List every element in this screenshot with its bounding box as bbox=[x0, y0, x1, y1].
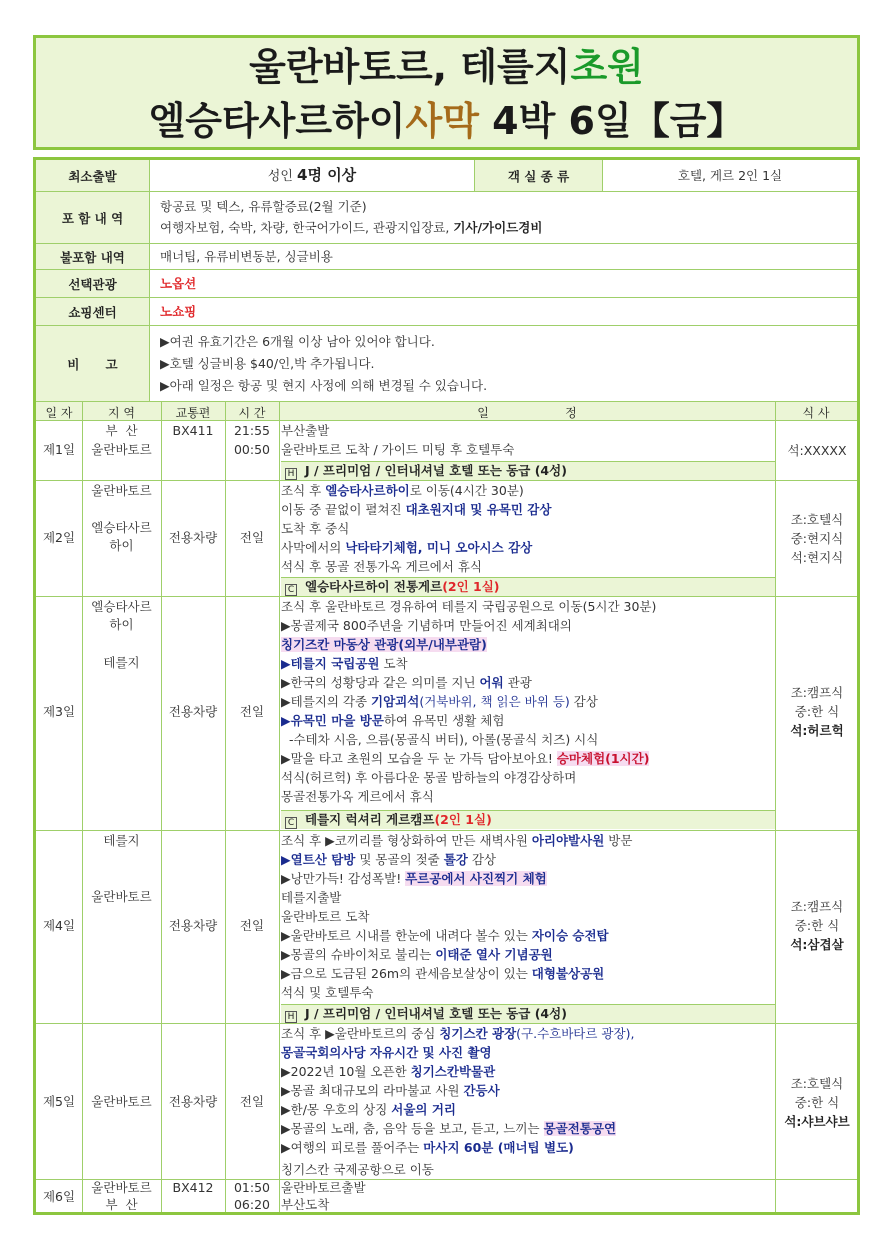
info-row-shopping bbox=[36, 298, 857, 326]
schedule-line bbox=[281, 964, 775, 983]
meal: 석:XXXXX bbox=[787, 443, 847, 458]
included-label: 포 함 내 역 bbox=[36, 192, 150, 243]
title-line1-b: 초원 bbox=[570, 45, 644, 89]
column-divider bbox=[161, 402, 162, 1212]
place-2: 엘승타사르 bbox=[91, 520, 152, 535]
min-departure-label: 최소출발 bbox=[36, 160, 150, 191]
accommodation-text: J / 프리미엄 / 인터내셔널 호텔 또는 동급 (4성) bbox=[305, 1006, 567, 1021]
meal-breakfast: 조:캠프식 bbox=[790, 685, 844, 700]
meal-dinner: 석:현지식 bbox=[790, 550, 844, 565]
included-line2: 여행자보험, 숙박, 차량, 한국어가이드, 관광지입장료, bbox=[160, 220, 454, 235]
accommodation-text: 엘승타사르하이 전통게르 bbox=[305, 579, 443, 594]
schedule-line: 몽골전통가옥 게르에서 휴식 bbox=[281, 789, 434, 804]
title-line2-c: 4박 6일【금】 bbox=[478, 99, 745, 143]
day-label: 제5일 bbox=[42, 1094, 76, 1109]
schedule-text-segment: 조식 후 bbox=[281, 483, 326, 498]
included-line2-bold: 기사/가이드경비 bbox=[453, 220, 543, 235]
accommodation-room: (2인 1실) bbox=[434, 812, 492, 827]
schedule-text-segment: 몽골전통공연 bbox=[543, 1121, 617, 1136]
schedule-line: 부산도착 bbox=[281, 1197, 330, 1212]
transport: 전용차량 bbox=[168, 704, 218, 719]
schedule-text-segment: 엘승타사르하이 bbox=[325, 483, 410, 498]
schedule-line bbox=[281, 500, 775, 519]
schedule-line: 울란바토르 도착 bbox=[281, 909, 370, 924]
time: 전일 bbox=[239, 918, 265, 933]
transport: 전용차량 bbox=[168, 918, 218, 933]
hotel-icon: H bbox=[285, 468, 297, 480]
schedule-line: 석식 및 호텔투숙 bbox=[281, 985, 374, 1000]
schedule-text-segment: ▶테를지 국립공원 bbox=[281, 656, 380, 671]
schedule-table bbox=[36, 402, 857, 1212]
header-meal: 식 사 bbox=[802, 406, 830, 420]
accommodation-room: (2인 1실) bbox=[442, 579, 500, 594]
schedule-line bbox=[281, 635, 775, 654]
place-1: 부 산 bbox=[105, 423, 138, 438]
schedule-text-segment: 대초원지대 및 유목민 감상 bbox=[405, 502, 552, 517]
transport: BX411 bbox=[172, 423, 214, 438]
day-label: 제4일 bbox=[42, 918, 76, 933]
schedule-line bbox=[281, 1138, 775, 1157]
schedule-header bbox=[36, 402, 857, 421]
schedule-line: -수테차 시음, 으름(몽골식 버터), 아롤(몽골식 치즈) 시식 bbox=[281, 732, 599, 747]
schedule-text-segment: ▶몽골의 노래, 춤, 음악 등을 보고, 듣고, 느끼는 bbox=[281, 1121, 544, 1136]
schedule-text-segment: 방문 bbox=[604, 833, 633, 848]
schedule-text-segment: 푸르공에서 사진찍기 체험 bbox=[405, 871, 547, 886]
time: 전일 bbox=[239, 704, 265, 719]
shopping-label: 쇼핑센터 bbox=[36, 298, 150, 325]
meal-dinner: 석:샤브샤브 bbox=[784, 1114, 850, 1129]
info-row-included bbox=[36, 192, 857, 244]
schedule-text-segment: ▶몽골의 슈바이처로 불리는 bbox=[281, 947, 436, 962]
place-1: 울란바토르 bbox=[91, 1180, 152, 1195]
title-line1-a: 울란바토르, 테를지 bbox=[249, 45, 571, 89]
schedule-text-segment: 도착 bbox=[379, 656, 408, 671]
schedule-line bbox=[281, 1081, 775, 1100]
schedule-line bbox=[281, 1119, 775, 1138]
schedule-line bbox=[281, 926, 775, 945]
day-label: 제3일 bbox=[42, 704, 76, 719]
transport: 전용차량 bbox=[168, 1094, 218, 1109]
info-row-optional-tour bbox=[36, 270, 857, 298]
itinerary-table bbox=[33, 157, 860, 1215]
schedule-text-segment: 하여 유목민 생활 체험 bbox=[383, 713, 505, 728]
info-row-remarks bbox=[36, 326, 857, 402]
day-row-4 bbox=[36, 831, 857, 1024]
schedule-line bbox=[281, 1062, 775, 1081]
meal-breakfast: 조:호텔식 bbox=[790, 512, 844, 527]
page-title bbox=[33, 35, 860, 150]
optional-tour-value: 노옵션 bbox=[160, 276, 197, 291]
schedule-line bbox=[281, 711, 775, 730]
schedule-text-segment: 칭기스칸박물관 bbox=[410, 1064, 496, 1079]
schedule-text-segment: 승마체험(1시간) bbox=[556, 751, 650, 766]
schedule-text-segment: 조식 후 ▶울란바토르의 중심 bbox=[281, 1026, 440, 1041]
schedule-text-segment: 어워 bbox=[479, 675, 504, 690]
time-1: 21:55 bbox=[233, 423, 271, 438]
schedule-line bbox=[281, 1043, 775, 1062]
info-row-min-departure bbox=[36, 160, 857, 192]
schedule-line bbox=[281, 850, 775, 869]
place-2: 부 산 bbox=[105, 1197, 138, 1212]
schedule-text-segment: 감상 bbox=[467, 852, 496, 867]
meal-lunch: 중:현지식 bbox=[790, 531, 844, 546]
room-type-label: 객 실 종 류 bbox=[474, 160, 603, 191]
schedule-text-segment: 이태준 열사 기념공원 bbox=[435, 947, 553, 962]
place-1: 엘승타사르 bbox=[91, 599, 152, 614]
title-line2-b: 사막 bbox=[405, 99, 479, 143]
accommodation-text: 테를지 럭셔리 게르캠프 bbox=[305, 812, 435, 827]
schedule-line bbox=[281, 538, 775, 557]
schedule-text-segment: ▶낭만가득! 감성폭발! bbox=[281, 871, 406, 886]
accommodation-bar bbox=[281, 810, 775, 829]
place-1: 테를지 bbox=[103, 833, 140, 848]
optional-tour-label: 선택관광 bbox=[36, 270, 150, 297]
schedule-line bbox=[281, 831, 775, 850]
schedule-line: 부산출발 bbox=[281, 423, 330, 438]
place-1: 울란바토르 bbox=[91, 483, 152, 498]
schedule-line bbox=[281, 749, 775, 768]
schedule-line bbox=[281, 692, 775, 711]
schedule-text-segment: ▶한/몽 우호의 상징 bbox=[281, 1102, 392, 1117]
schedule-line: 칭기스칸 국제공항으로 이동 bbox=[281, 1162, 434, 1177]
schedule-text-segment: 낙타타기체험, 미니 오아시스 감상 bbox=[345, 540, 533, 555]
meal-lunch: 중:한 식 bbox=[794, 704, 840, 719]
place-2: 울란바토르 bbox=[91, 442, 152, 457]
schedule-line bbox=[281, 654, 775, 673]
schedule-text-segment: ▶몽골 최대규모의 라마불교 사원 bbox=[281, 1083, 464, 1098]
schedule-text-segment: 조식 후 ▶코끼리를 형상화하여 만든 새벽사원 bbox=[281, 833, 532, 848]
info-row-excluded bbox=[36, 244, 857, 270]
schedule-text-segment: (거북바위, 책 읽은 바위 등) bbox=[419, 694, 570, 709]
schedule-line: 조식 후 울란바토르 경유하여 테를지 국립공원으로 이동(5시간 30분) bbox=[281, 599, 657, 614]
schedule-text-segment: 로 이동(4시간 30분) bbox=[409, 483, 524, 498]
room-type-value: 호텔, 게르 2인 1실 bbox=[677, 168, 783, 183]
meal-breakfast: 조:호텔식 bbox=[790, 1076, 844, 1091]
header-day: 일 자 bbox=[45, 406, 73, 420]
schedule-text-segment: 아리야발사원 bbox=[531, 833, 605, 848]
schedule-line bbox=[281, 1100, 775, 1119]
day-row-5 bbox=[36, 1024, 857, 1180]
min-departure-prefix: 성인 bbox=[267, 169, 298, 184]
schedule-text-segment: 간등사 bbox=[463, 1083, 500, 1098]
schedule-text-segment: 서울의 거리 bbox=[391, 1102, 457, 1117]
schedule-line: 석식(허르헉) 후 아름다운 몽골 밤하늘의 야경감상하며 bbox=[281, 770, 577, 785]
header-time: 시 간 bbox=[238, 406, 266, 420]
schedule-line: 석식 후 몽골 전통가옥 게르에서 휴식 bbox=[281, 559, 482, 574]
place-2: 하이 bbox=[109, 617, 134, 632]
schedule-text-segment: 감상 bbox=[569, 694, 598, 709]
camp-icon: C bbox=[285, 584, 297, 596]
schedule-text-segment: ▶2022년 10월 오픈한 bbox=[281, 1064, 411, 1079]
column-divider bbox=[279, 402, 280, 1212]
schedule-text-segment: ▶울란바토르 시내를 한눈에 내려다 볼수 있는 bbox=[281, 928, 532, 943]
shopping-value: 노쇼핑 bbox=[160, 304, 197, 319]
camp-icon: C bbox=[285, 817, 297, 829]
schedule-text-segment: (구.수흐바타르 광장), bbox=[516, 1026, 635, 1041]
meal-dinner: 석:삼겹살 bbox=[790, 937, 844, 952]
meal-dinner: 석:허르헉 bbox=[790, 723, 844, 738]
remarks-label: 비 고 bbox=[36, 326, 150, 401]
accommodation-bar bbox=[281, 461, 775, 480]
schedule-line bbox=[281, 869, 775, 888]
remark-2: ▶호텔 싱글비용 $40/인,박 추가됩니다. bbox=[160, 356, 375, 371]
column-divider bbox=[225, 402, 226, 1212]
schedule-text-segment: 및 몽골의 젖줄 bbox=[355, 852, 444, 867]
accommodation-bar bbox=[281, 1004, 775, 1023]
schedule-text-segment: ▶금으로 도금된 26m의 관세음보살상이 있는 bbox=[281, 966, 532, 981]
schedule-text-segment: 칭기스칸 광장 bbox=[439, 1026, 517, 1041]
included-line1: 항공료 및 텍스, 유류할증료(2월 기준) bbox=[160, 199, 367, 214]
schedule-text-segment: 기암괴석 bbox=[371, 694, 420, 709]
schedule-text-segment: 관광 bbox=[503, 675, 532, 690]
title-line2-a: 엘승타사르하이 bbox=[148, 99, 406, 143]
place-3: 테를지 bbox=[103, 655, 140, 670]
hotel-icon: H bbox=[285, 1011, 297, 1023]
schedule-text-segment: ▶테를지의 각종 bbox=[281, 694, 372, 709]
schedule-text-segment: 사막에서의 bbox=[281, 540, 346, 555]
transport: 전용차량 bbox=[168, 530, 218, 545]
header-transport: 교통편 bbox=[175, 406, 211, 420]
meal-breakfast: 조:캠프식 bbox=[790, 899, 844, 914]
accommodation-bar bbox=[281, 577, 775, 596]
schedule-text-segment: 이동 중 끝없이 펼쳐진 bbox=[281, 502, 406, 517]
day-row-3 bbox=[36, 597, 857, 831]
place-2: 울란바토르 bbox=[91, 889, 152, 904]
schedule-line bbox=[281, 481, 775, 500]
schedule-text-segment: ▶여행의 피로를 풀어주는 bbox=[281, 1140, 424, 1155]
schedule-line bbox=[281, 945, 775, 964]
time: 전일 bbox=[239, 530, 265, 545]
schedule-line: 울란바토르출발 bbox=[281, 1180, 366, 1195]
header-schedule: 일 정 bbox=[477, 406, 577, 420]
header-place: 지 역 bbox=[108, 406, 135, 420]
accommodation-text: J / 프리미엄 / 인터내셔널 호텔 또는 동급 (4성) bbox=[305, 463, 567, 478]
schedule-text-segment: 마사지 60분 (매너팁 별도) bbox=[423, 1140, 574, 1155]
schedule-line bbox=[281, 673, 775, 692]
schedule-text-segment: ▶유목민 마을 방문 bbox=[281, 713, 384, 728]
place-3: 하이 bbox=[109, 538, 134, 553]
time-2: 00:50 bbox=[233, 442, 271, 457]
day-label: 제1일 bbox=[42, 442, 76, 457]
transport: BX412 bbox=[172, 1180, 214, 1195]
excluded-label: 불포함 내역 bbox=[36, 244, 150, 269]
column-divider bbox=[82, 402, 83, 1212]
time: 전일 bbox=[239, 1094, 265, 1109]
meal-lunch: 중:한 식 bbox=[794, 918, 840, 933]
schedule-text-segment: ▶열트산 탐방 bbox=[281, 852, 356, 867]
schedule-text-segment: 칭기즈칸 마동상 관광(외부/내부관람) bbox=[281, 637, 487, 652]
meal-lunch: 중:한 식 bbox=[794, 1095, 840, 1110]
place-1: 울란바토르 bbox=[91, 1094, 152, 1109]
column-divider bbox=[775, 402, 776, 1212]
schedule-line: 도착 후 중식 bbox=[281, 521, 350, 536]
remark-3: ▶아래 일정은 항공 및 현지 사정에 의해 변경될 수 있습니다. bbox=[160, 378, 488, 393]
schedule-text-segment: 톨강 bbox=[443, 852, 468, 867]
min-departure-value: 4명 이상 bbox=[297, 166, 357, 184]
schedule-text-segment: ▶한국의 성황당과 같은 의미를 지닌 bbox=[281, 675, 480, 690]
day-label: 제2일 bbox=[42, 530, 76, 545]
schedule-text-segment: ▶말을 타고 초원의 모습을 두 눈 가득 담아보아요! bbox=[281, 751, 557, 766]
time-2: 06:20 bbox=[233, 1197, 271, 1212]
schedule-text-segment: 몽골국회의사당 자유시간 및 사진 촬영 bbox=[281, 1045, 492, 1060]
schedule-line: 테를지출발 bbox=[281, 890, 342, 905]
day-row-2 bbox=[36, 481, 857, 597]
day-row-1 bbox=[36, 421, 857, 481]
schedule-line: ▶몽골제국 800주년을 기념하며 만들어진 세계최대의 bbox=[281, 618, 572, 633]
day-row-6 bbox=[36, 1180, 857, 1212]
time-1: 01:50 bbox=[233, 1180, 271, 1195]
schedule-text-segment: 대형불상공원 bbox=[531, 966, 605, 981]
excluded-value: 매너팁, 유류비변동분, 싱글비용 bbox=[160, 249, 333, 264]
schedule-line: 울란바토르 도착 / 가이드 미팅 후 호텔투숙 bbox=[281, 442, 515, 457]
schedule-line bbox=[281, 1024, 775, 1043]
remark-1: ▶여권 유효기간은 6개월 이상 남아 있어야 합니다. bbox=[160, 334, 435, 349]
day-label: 제6일 bbox=[42, 1189, 76, 1204]
schedule-text-segment: 자이승 승전탑 bbox=[531, 928, 609, 943]
